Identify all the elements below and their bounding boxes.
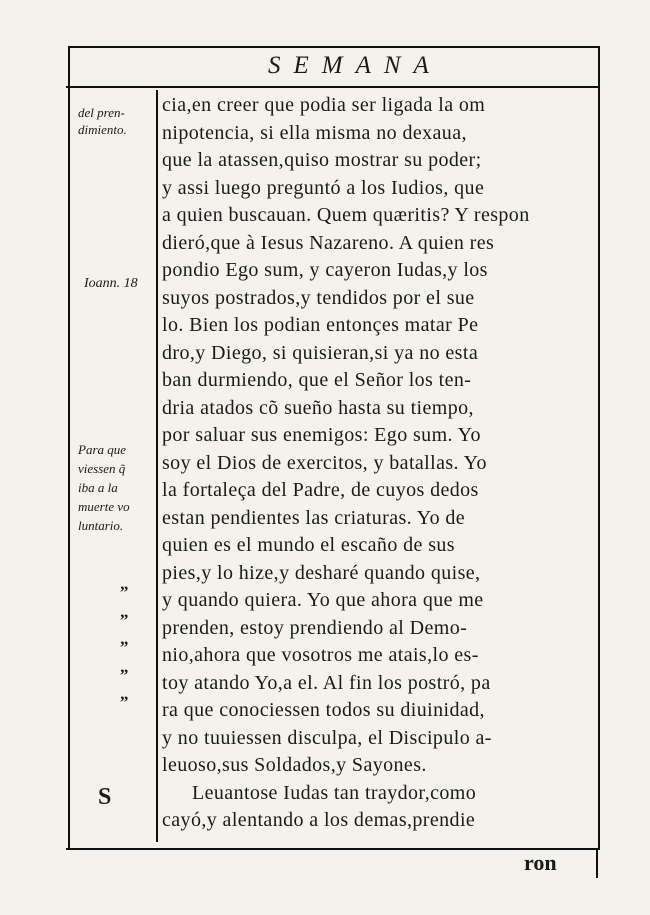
margin-note-line: Para que xyxy=(78,442,127,457)
right-border xyxy=(598,46,600,850)
left-border xyxy=(68,46,70,850)
text-line: cia,en creer que podia ser ligada la om xyxy=(162,94,486,116)
text-line: toy atando Yo,a el. Al fin los postró, pa xyxy=(162,671,491,694)
quotation-marks-column xyxy=(120,570,129,708)
main-text-column xyxy=(162,92,592,835)
signature-mark: S xyxy=(98,784,112,810)
text-line: suyos postrados,y tendidos por el sue xyxy=(162,286,475,309)
margin-note-reference: Ioann. 18 xyxy=(84,276,138,291)
text-line: dro,y Diego, si quisieran,si ya no esta xyxy=(162,341,479,364)
text-line: y assi luego preguntó a los Iudios, que xyxy=(162,176,485,199)
text-line: y quando quiera. Yo que ahora que me xyxy=(162,589,484,611)
text-line: lo. Bien los podian entonçes matar Pe xyxy=(162,314,479,336)
text-line: que la atassen,quiso mostrar su poder; xyxy=(162,149,482,171)
text-line: nio,ahora que vosotros me atais,lo es- xyxy=(162,644,479,666)
quote-mark: „ xyxy=(120,684,129,703)
text-line: a quien buscauan. Quem quæritis? Y respon xyxy=(162,204,530,226)
text-line: prenden, estoy prendiendo al Demo- xyxy=(162,616,468,639)
text-line: pondio Ego sum, y cayeron Iudas,y los xyxy=(162,259,488,281)
quote-mark: „ xyxy=(120,601,129,621)
text-line: por saluar sus enemigos: Ego sum. Yo xyxy=(162,424,481,446)
margin-note-line: viessen q̃ xyxy=(78,461,126,476)
catchword: ron xyxy=(524,850,557,875)
text-line: cayó,y alentando a los demas,prendie xyxy=(162,809,476,831)
bottom-border xyxy=(66,848,599,850)
margin-note-voluntario xyxy=(78,440,130,535)
margin-note-line: luntario. xyxy=(78,518,124,533)
quote-mark: „ xyxy=(120,629,129,648)
margin-note-line: dimiento. xyxy=(78,122,127,137)
text-line: dieró,que à Iesus Nazareno. A quien res xyxy=(162,231,495,254)
margin-gutter-rule xyxy=(156,90,158,842)
margin-note-line: muerte vo xyxy=(78,499,130,514)
text-line: y no tuuiessen disculpa, el Discipulo a- xyxy=(162,726,492,749)
quote-mark: „ xyxy=(120,656,129,676)
text-line: soy el Dios de exercitos, y batallas. Yo xyxy=(162,451,487,474)
margin-note-prendimiento xyxy=(78,104,127,138)
running-head: SEMANA xyxy=(268,52,442,79)
text-line: leuoso,sus Soldados,y Sayones. xyxy=(162,754,427,776)
text-line: pies,y lo hize,y desharé quando quise, xyxy=(162,561,481,584)
margin-note-line: del pren- xyxy=(78,105,125,120)
text-line: estan pendientes las criaturas. Yo de xyxy=(162,506,466,529)
text-line: la fortaleça del Padre, de cuyos dedos xyxy=(162,479,479,501)
right-border-tail xyxy=(596,850,598,878)
header-rule xyxy=(66,86,599,88)
top-border xyxy=(68,46,600,48)
text-line: Leuantose Iudas tan traydor,como xyxy=(192,781,477,804)
text-line: ra que conociessen todos su diuinidad, xyxy=(162,699,485,721)
text-line: ban durmiendo, que el Señor los ten- xyxy=(162,369,472,391)
text-line: quien es el mundo el escaño de sus xyxy=(162,534,455,556)
text-line: nipotencia, si ella misma no dexaua, xyxy=(162,121,467,144)
text-line: dria atados cõ sueño hasta su tiempo, xyxy=(162,396,474,419)
margin-note-line: iba a la xyxy=(78,480,118,495)
quote-mark: „ xyxy=(120,574,129,593)
